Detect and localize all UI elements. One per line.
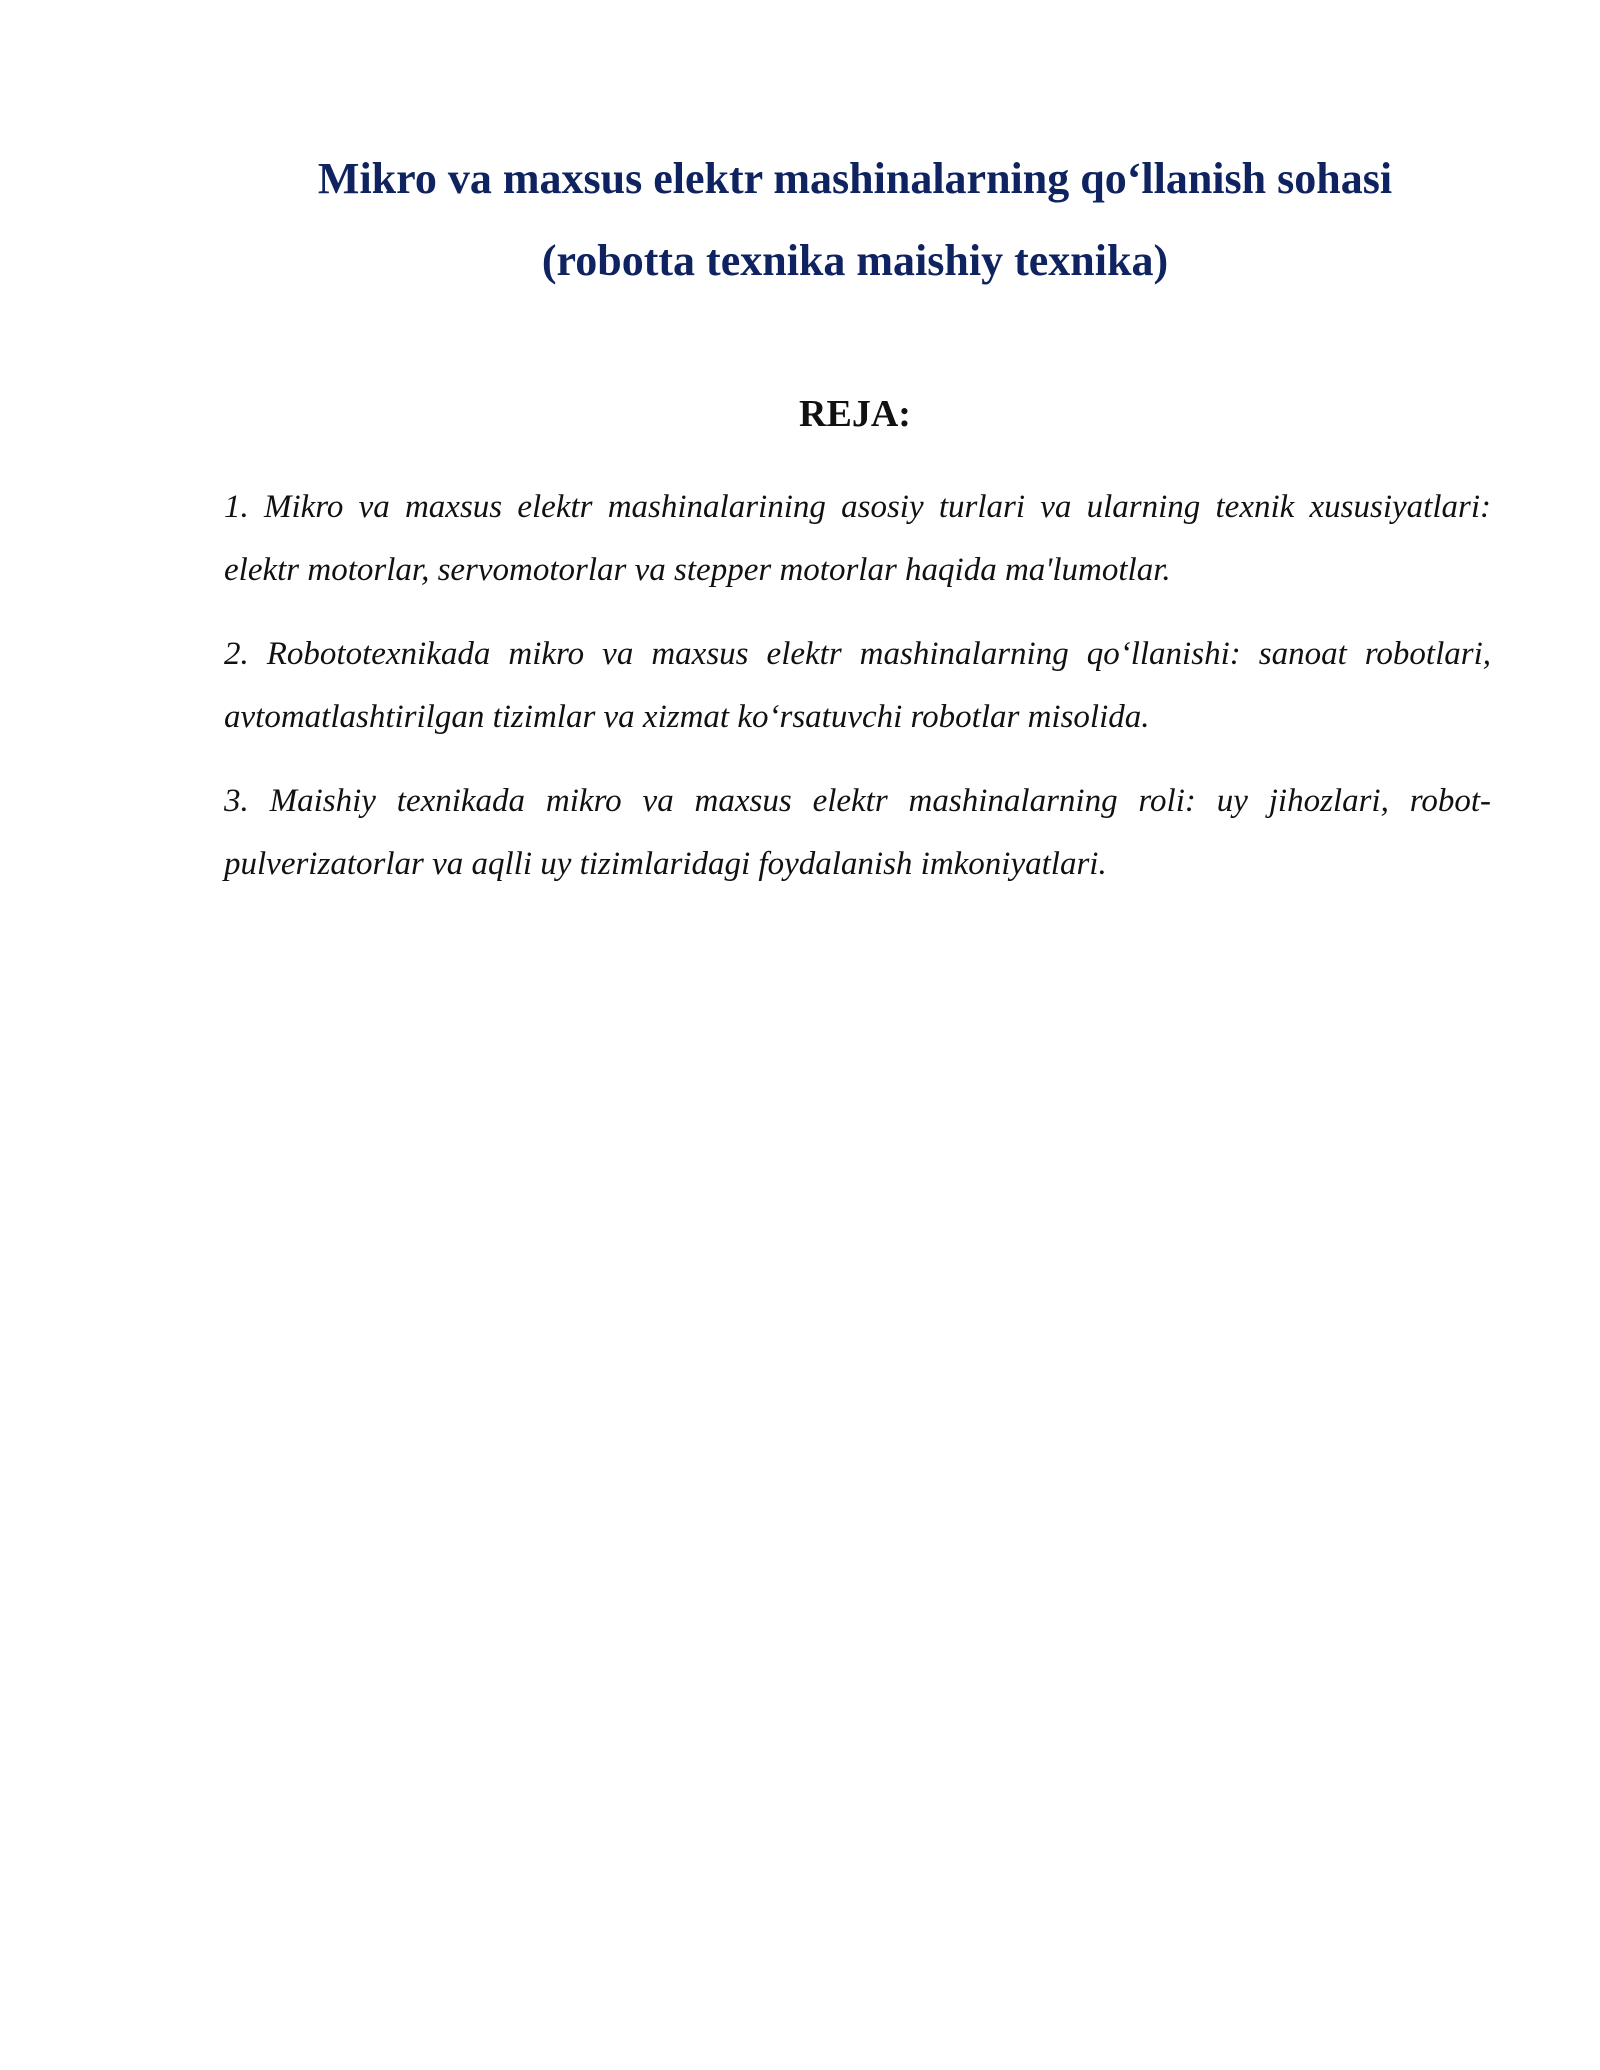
plan-list <box>224 476 1491 917</box>
plan-item-2: 2. Robototexnikada mikro va maxsus elektr mashinalarning qo‘llanishi: sanoat robotlari, avtomatlashtirilgan tizimlar va xizmat ko‘rsatuvchi robotlar misolida. <box>224 636 1491 735</box>
plan-heading: REJA: <box>799 393 911 435</box>
title-line-2: (robotta texnika maishiy texnika) <box>541 236 1169 285</box>
title-line-1: Mikro va maxsus elektr mashinalarning qo‘llanish sohasi <box>317 154 1393 203</box>
plan-item-1: 1. Mikro va maxsus elektr mashinalarining asosiy turlari va ularning texnik xususiyatlari: elektr motorlar, servomotorlar va stepper motorlar haqida ma'lumotlar. <box>224 489 1491 588</box>
document-title <box>220 138 1490 302</box>
plan-item-3: 3. Maishiy texnikada mikro va maxsus elektr mashinalarning roli: uy jihozlari, robot-pulverizatorlar va aqlli uy tizimlaridagi foydalanish imkoniyatlari. <box>224 783 1491 882</box>
